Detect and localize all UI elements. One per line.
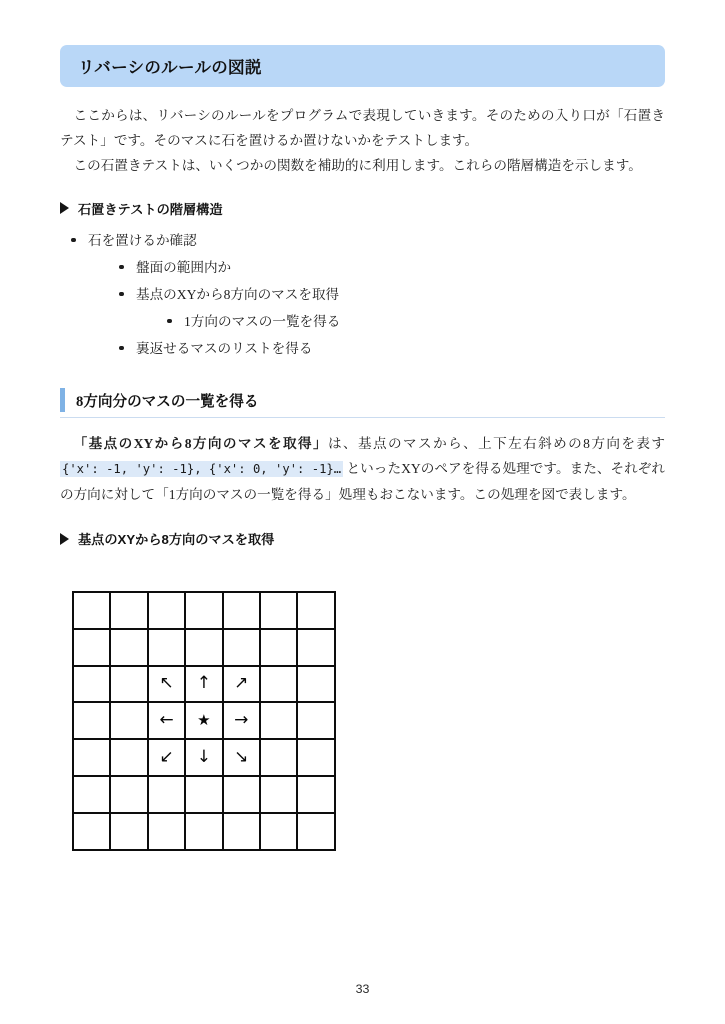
grid-cell-direction: ↖ <box>148 666 185 703</box>
grid-cell-empty <box>297 702 334 739</box>
grid-cell-empty <box>148 629 185 666</box>
grid-cell-empty <box>297 592 334 629</box>
grid-cell-empty <box>297 813 334 850</box>
list-item-label: 裏返せるマスのリストを得る <box>136 340 313 356</box>
grid-cell-empty <box>223 629 260 666</box>
hierarchy-subsublist <box>136 308 665 335</box>
grid-row <box>73 666 335 703</box>
intro-paragraph-2: この石置きテストは、いくつかの関数を補助的に利用します。これらの階層構造を示します。 <box>73 158 642 174</box>
grid-cell-direction: → <box>223 702 260 739</box>
grid-row <box>73 702 335 739</box>
section-quoted-reference: 「基点のXYから8方向のマスを取得」 <box>73 435 328 451</box>
hierarchy-list <box>60 227 665 362</box>
section-paragraph-tail: といったXYのペアを得る処理です。また、それぞれの方向に対して「1方向のマスの一覧を得る」処理もおこないます。この処理を図で表します。 <box>60 460 666 503</box>
grid-cell-direction: ↘ <box>223 739 260 776</box>
grid-row <box>73 813 335 850</box>
hierarchy-heading-label: 石置きテストの階層構造 <box>78 201 223 217</box>
grid-cell-empty <box>110 813 147 850</box>
grid-cell-empty <box>110 776 147 813</box>
grid-cell-empty <box>73 813 110 850</box>
grid-cell-empty <box>223 776 260 813</box>
diagram-heading <box>60 529 665 548</box>
chapter-banner <box>60 45 665 87</box>
section-paragraph <box>60 431 665 508</box>
bullet-dot-icon <box>167 319 172 324</box>
section-heading <box>60 386 665 418</box>
grid-cell-direction: ← <box>148 702 185 739</box>
grid-cell-empty <box>185 629 222 666</box>
list-item-label: 石を置けるか確認 <box>88 232 197 248</box>
grid-cell-empty <box>185 592 222 629</box>
triangle-marker-icon <box>60 202 69 214</box>
grid-table <box>72 591 336 851</box>
bullet-dot-icon <box>119 292 124 297</box>
grid-cell-empty <box>185 776 222 813</box>
list-item <box>116 281 665 335</box>
grid-row <box>73 776 335 813</box>
grid-cell-empty <box>110 592 147 629</box>
hierarchy-heading <box>60 199 665 218</box>
grid-cell-empty <box>297 776 334 813</box>
grid-cell-empty <box>223 592 260 629</box>
grid-row <box>73 592 335 629</box>
grid-cell-empty <box>260 813 297 850</box>
grid-cell-empty <box>260 776 297 813</box>
grid-cell-empty <box>110 702 147 739</box>
grid-cell-empty <box>260 666 297 703</box>
list-item <box>116 335 665 362</box>
section-heading-label: 8方向分のマスの一覧を得る <box>76 393 259 410</box>
direction-grid-diagram <box>72 591 336 851</box>
grid-cell-empty <box>110 629 147 666</box>
grid-cell-empty <box>260 702 297 739</box>
grid-cell-direction: ↙ <box>148 739 185 776</box>
intro-paragraph-1: ここからは、リバーシのルールをプログラムで表現していきます。そのための入り口が「石置きテスト」です。そのマスに石を置けるか置けないかをテストします。 <box>60 108 665 149</box>
grid-cell-empty <box>73 739 110 776</box>
grid-cell-direction: ↑ <box>185 666 222 703</box>
grid-cell-empty <box>223 813 260 850</box>
list-item <box>164 308 665 335</box>
bullet-dot-icon <box>119 265 124 270</box>
grid-cell-empty <box>148 592 185 629</box>
grid-cell-empty <box>185 813 222 850</box>
list-item <box>116 254 665 281</box>
grid-row <box>73 629 335 666</box>
grid-cell-empty <box>260 592 297 629</box>
grid-body <box>73 592 335 850</box>
diagram-heading-label: 基点のXYから8方向のマスを取得 <box>78 532 275 548</box>
grid-cell-origin: ★ <box>185 702 222 739</box>
list-item-label: 盤面の範囲内か <box>136 259 232 275</box>
grid-cell-empty <box>297 666 334 703</box>
grid-cell-empty <box>260 629 297 666</box>
grid-cell-empty <box>297 629 334 666</box>
grid-cell-empty <box>110 666 147 703</box>
page-number: 33 <box>355 982 370 996</box>
grid-cell-empty <box>73 702 110 739</box>
grid-cell-empty <box>73 629 110 666</box>
page-content <box>60 103 665 548</box>
list-item-label: 1方向のマスの一覧を得る <box>184 313 341 329</box>
list-item <box>68 227 665 362</box>
bullet-dot-icon <box>71 238 76 243</box>
hierarchy-sublist <box>88 254 665 362</box>
section-paragraph-mid: は、基点のマスから、上下左右斜めの8方向を表す <box>328 435 665 451</box>
grid-cell-empty <box>297 739 334 776</box>
chapter-title: リバーシのルールの図説 <box>78 58 262 77</box>
grid-cell-empty <box>110 739 147 776</box>
list-item-label: 基点のXYから8方向のマスを取得 <box>136 286 340 302</box>
triangle-marker-icon <box>60 533 69 545</box>
grid-row <box>73 739 335 776</box>
grid-cell-empty <box>73 592 110 629</box>
grid-cell-empty <box>148 776 185 813</box>
grid-cell-empty <box>73 666 110 703</box>
grid-cell-empty <box>260 739 297 776</box>
grid-cell-empty <box>73 776 110 813</box>
grid-cell-empty <box>148 813 185 850</box>
grid-cell-direction: ↗ <box>223 666 260 703</box>
section-accent-bar <box>60 388 65 412</box>
grid-cell-direction: ↓ <box>185 739 222 776</box>
inline-code-snippet: {'x': -1, 'y': -1}, {'x': 0, 'y': -1}… <box>62 461 342 476</box>
bullet-dot-icon <box>119 346 124 351</box>
